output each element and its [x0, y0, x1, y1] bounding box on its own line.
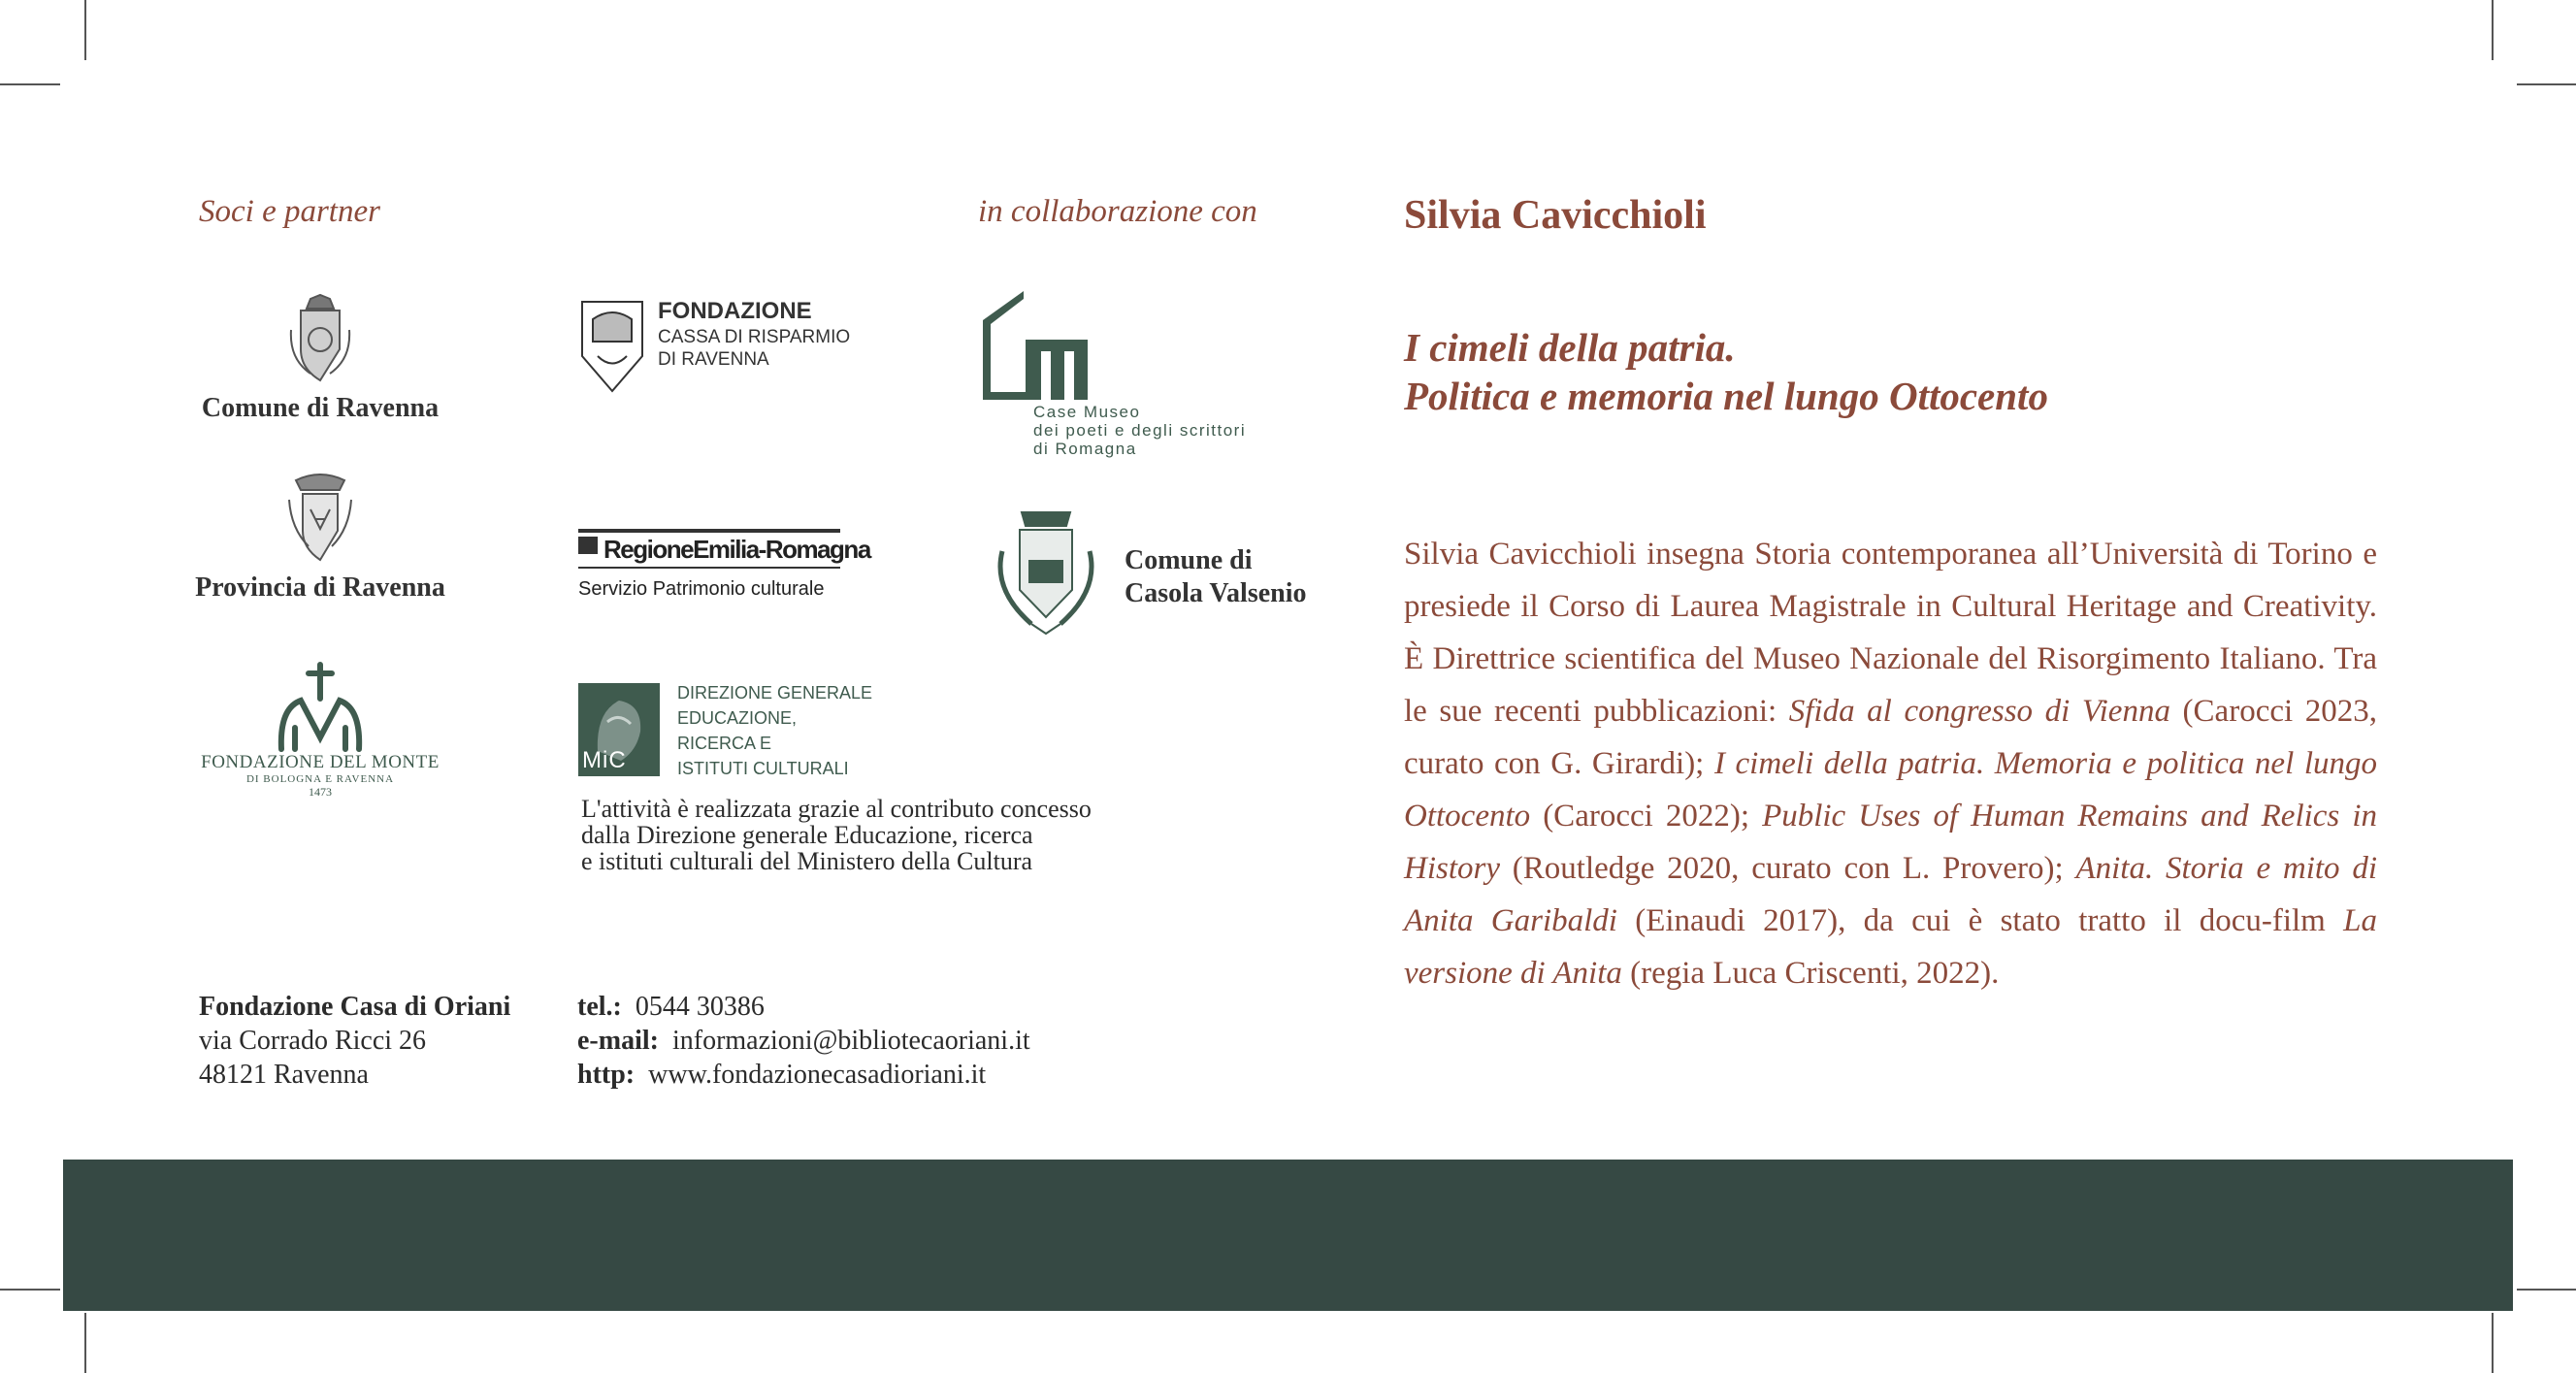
casola-logo: [983, 503, 1332, 648]
fondazione-monte-logo: [175, 660, 466, 800]
email-label: e-mail:: [577, 1026, 659, 1056]
book-title-line1: I cimeli della patria.: [1404, 325, 1736, 370]
cassa-shield-icon: [578, 298, 646, 393]
fondazione-monte-line1: FONDAZIONE DEL MONTE: [201, 752, 440, 772]
crop-mark: [2492, 0, 2494, 60]
bio-paragraph: [1404, 528, 2377, 999]
case-museo-line1: Case Museo: [1033, 403, 1141, 421]
funding-note: [581, 796, 1092, 874]
regione-flag-icon: [578, 537, 598, 554]
funding-note-line2: dalla Direzione generale Educazione, ricerca: [581, 821, 1033, 849]
mic-line3: RICERCA E: [677, 734, 772, 753]
regione-bottom-rule: [578, 567, 840, 569]
fondazione-monte-line3: 1473: [309, 785, 332, 799]
case-museo-mark-icon: [983, 291, 1138, 400]
footer-bar: [63, 1160, 2513, 1311]
casola-line2: Casola Valsenio: [1125, 578, 1307, 608]
funding-note-line3: e istituti culturali del Ministero della Cultura: [581, 847, 1033, 875]
provincia-ravenna-logo: [175, 471, 466, 604]
crop-mark: [2517, 1289, 2576, 1291]
contact-web-row: [577, 1058, 1030, 1092]
contact-city: 48121 Ravenna: [199, 1060, 369, 1090]
monte-monogram-icon: [175, 660, 466, 757]
contact-details: [577, 990, 1030, 1092]
author-name: Silvia Cavicchioli: [1404, 193, 1707, 238]
funding-note-line1: L'attività è realizzata grazie al contributo concesso: [581, 795, 1092, 823]
regione-sub: Servizio Patrimonio culturale: [578, 578, 825, 600]
collab-heading: in collaborazione con: [978, 194, 1257, 229]
mic-badge: MiC: [582, 747, 627, 773]
mic-line2: EDUCAZIONE,: [677, 708, 798, 728]
bio-text-6: (regia Luca Criscenti, 2022).: [1621, 956, 2000, 991]
mic-statue-icon: [578, 683, 660, 776]
bio-text-5: (Einaudi 2017), da cui è stato tratto il docu-film: [1616, 903, 2344, 938]
coat-of-arms-icon: [175, 291, 466, 388]
regione-name: RegioneEmilia-Romagna: [603, 535, 870, 564]
web-link[interactable]: www.fondazionecasadioriani.it: [648, 1060, 987, 1090]
crop-mark: [0, 1289, 60, 1291]
bio-text-4: (Routledge 2020, curato con L. Provero);: [1500, 851, 2076, 886]
case-museo-line2: dei poeti e degli scrittori: [1033, 421, 1247, 440]
fondazione-cassa-line3: DI RAVENNA: [658, 349, 769, 370]
comune-ravenna-logo: [175, 291, 466, 424]
tel-value[interactable]: 0544 30386: [635, 992, 765, 1022]
crop-mark: [2492, 1313, 2494, 1373]
contact-email-row: [577, 1024, 1030, 1058]
mic-logo: [578, 683, 986, 780]
eagle-shield-icon: [175, 471, 466, 564]
contact-address: [199, 990, 510, 1092]
contact-org: [199, 990, 510, 1024]
contact-tel-row: [577, 990, 1030, 1024]
regione-top-rule: [578, 529, 840, 533]
bio-work-2: I cimeli della patria. Memoria e politica nel lungo Ottocento: [1404, 746, 2377, 834]
comune-ravenna-name: Comune di Ravenna: [201, 393, 440, 423]
contact-street: via Corrado Ricci 26: [199, 1026, 427, 1056]
mic-line4: ISTITUTI CULTURALI: [677, 759, 849, 778]
fondazione-monte-line2: DI BOLOGNA E RAVENNA: [245, 773, 395, 785]
crop-mark: [0, 83, 60, 85]
bio-text-1: Silvia Cavicchioli insegna Storia contemporanea all’Università di Torino e presiede il Corso di Laurea Magistrale in Cultural Heritage and Creativity. È Direttrice scientifica del Museo Nazionale del Risorgimento Italiano. Tra le sue recenti pubblicazioni:: [1404, 537, 2377, 729]
casola-line1: Comune di: [1125, 545, 1253, 575]
casola-crest-icon: [983, 503, 1109, 648]
contact-org-text: Fondazione Casa di Oriani: [199, 992, 511, 1022]
email-link[interactable]: informazioni@bibliotecaoriani.it: [671, 1026, 1030, 1056]
crop-mark: [2517, 83, 2576, 85]
mic-line1: DIREZIONE GENERALE: [677, 683, 873, 703]
crop-mark: [84, 0, 86, 60]
provincia-ravenna-name: Provincia di Ravenna: [195, 572, 445, 603]
http-label: http:: [577, 1060, 636, 1090]
bio-work-5: La versione di Anita: [1404, 903, 2377, 991]
case-museo-logo: [983, 291, 1303, 461]
bio-work-4: Anita. Storia e mito di Anita Garibaldi: [1404, 851, 2377, 938]
fondazione-cassa-line1: FONDAZIONE: [658, 298, 812, 324]
regione-logo: [578, 529, 869, 601]
fondazione-cassa-line2: CASSA DI RISPARMIO: [658, 327, 851, 347]
bio-text-2: (Carocci 2023, curato con G. Girardi);: [1404, 694, 2377, 781]
book-title: [1404, 323, 2048, 420]
bio-work-3: Public Uses of Human Remains and Relics in History: [1404, 799, 2377, 886]
crop-mark: [84, 1313, 86, 1373]
tel-label: tel.:: [577, 992, 622, 1022]
partners-heading: Soci e partner: [199, 194, 380, 229]
bio-work-1: Sfida al congresso di Vienna: [1788, 694, 2170, 729]
case-museo-line3: di Romagna: [1033, 440, 1137, 458]
bio-text-3: (Carocci 2022);: [1530, 799, 1763, 834]
author-bio: [1404, 528, 2377, 999]
fondazione-cassa-logo: [578, 296, 908, 393]
book-title-line2: Politica e memoria nel lungo Ottocento: [1404, 374, 2048, 418]
